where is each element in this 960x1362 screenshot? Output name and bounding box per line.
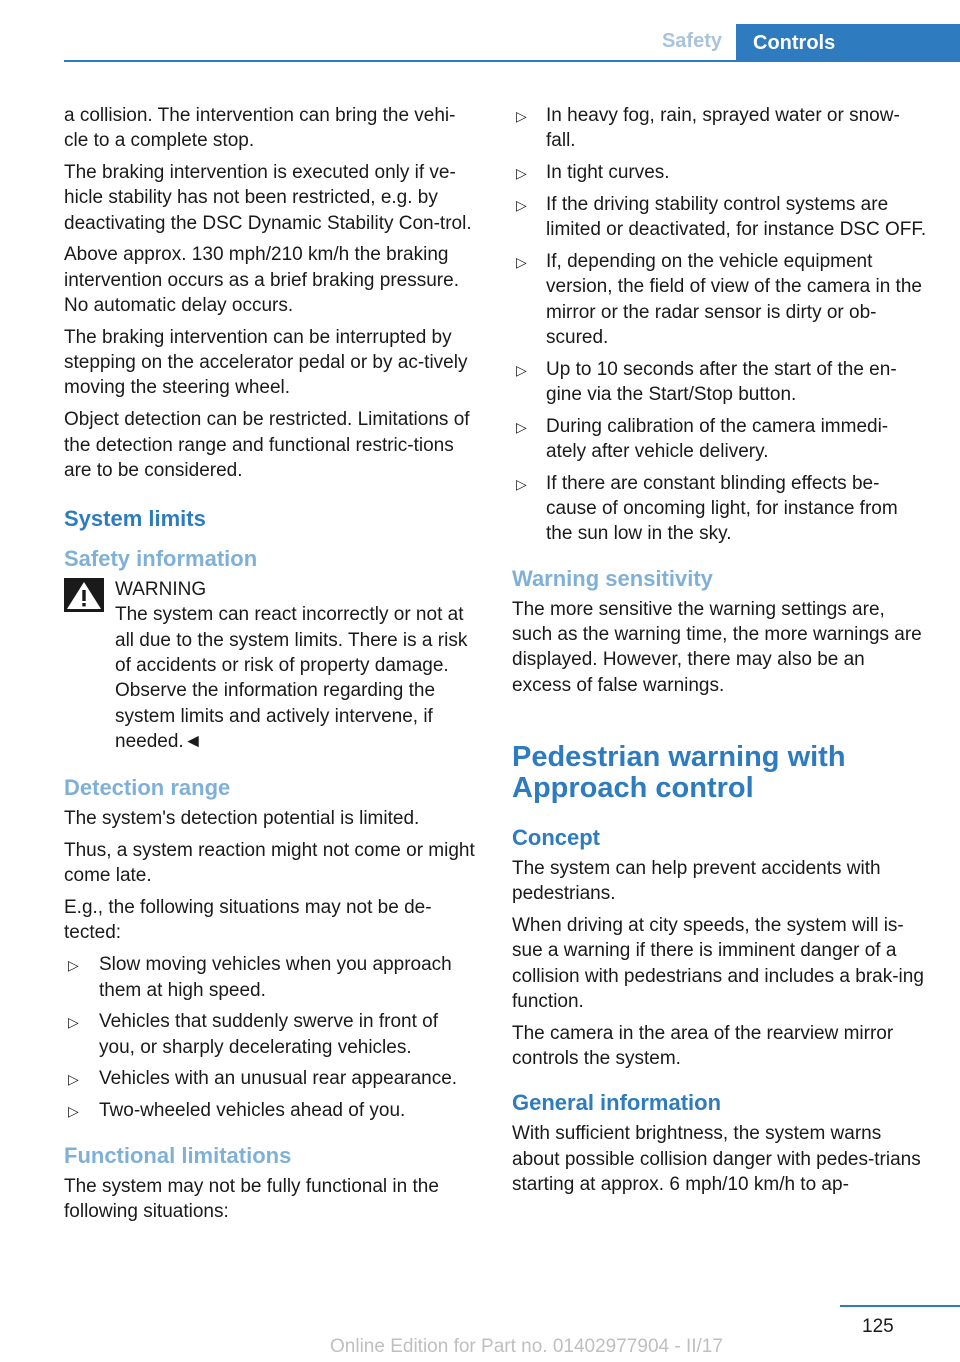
paragraph: Above approx. 130 mph/210 km/h the braking intervention occurs as a brief braking pressure. No automatic delay occurs. [64,244,459,317]
heading-warning-sensitivity: Warning sensitivity [512,565,713,591]
paragraph: The braking intervention can be interrupted by stepping on the accelerator pedal or by ac-tively moving the steering wheel. [64,326,468,399]
list-item: ▷ If there are constant blinding effects be-cause of oncoming light, for instance from the sun low in the sky. [516,472,898,545]
heading-safety-information: Safety information [64,546,258,572]
paragraph: When driving at city speeds, the system will is-sue a warning if there is imminent danger of a collision with pedestrians and includes a brak-ing function. [512,915,924,1012]
paragraph: The braking intervention is executed only if ve-hicle stability has not been restricted, e.g. by deactivating the DSC Dynamic Stability Con-trol. [64,162,472,234]
paragraph: E.g., the following situations may not be de-tected: [64,897,432,944]
list-item: ▷ In tight curves. [512,160,928,185]
list-item: ▷ Two-wheeled vehicles ahead of you. [64,1098,478,1123]
triangle-bullet-icon: ▷ [516,108,527,124]
footer-rule [840,1305,960,1307]
section-tab-safety: Safety [661,30,722,52]
triangle-bullet-icon: ▷ [68,957,79,974]
heading-pedestrian-warning: Pedestrian warning with Approach control [512,740,846,804]
paragraph: The more sensitive the warning settings are, such as the warning time, the more warnings are displayed. However, there may also be an excess of false warnings. [512,598,922,696]
warning-block [64,577,478,754]
triangle-bullet-icon: ▷ [68,1103,79,1120]
triangle-bullet-icon: ▷ [68,1014,79,1031]
triangle-bullet-icon: ▷ [516,418,527,435]
paragraph: With sufficient brightness, the system warns about possible collision danger with pedes-trians starting at approx. 6 mph/10 km/h to ap- [512,1123,921,1195]
list-item: ▷ Slow moving vehicles when you approach them at high speed. [68,954,452,1001]
heading-detection-range: Detection range [64,775,231,801]
page-header [0,0,960,62]
triangle-bullet-icon: ▷ [516,253,527,270]
list-item: ▷ Vehicles with an unusual rear appearance. [64,1066,478,1091]
heading-concept: Concept [512,824,600,850]
paragraph: The system's detection potential is limited. [64,808,420,830]
paragraph: The camera in the area of the rearview mirror controls the system. [512,1022,894,1070]
triangle-bullet-icon: ▷ [516,165,527,182]
heading-system-limits: System limits [64,506,206,532]
list-item: ▷ Vehicles that suddenly swerve in front of you, or sharply decelerating vehicles. [68,1011,439,1058]
left-column [64,103,478,1231]
heading-general-information: General information [512,1090,722,1116]
right-column [512,103,928,1204]
paragraph: Thus, a system reaction might not come or might come late. [64,840,475,887]
triangle-bullet-icon: ▷ [516,196,527,213]
warning-title: WARNING [115,579,207,601]
warning-text: The system can react incorrectly or not at all due to the system limits. There is a risk of accidents or risk of property damage. Observe the information regarding the system limits and actively intervene, if needed.◄ [115,604,468,752]
paragraph: The system can help prevent accidents with pedestrians. [512,857,881,905]
list-item: ▷ Up to 10 seconds after the start of the en-gine via the Start/Stop button. [516,358,897,405]
heading-functional-limitations: Functional limitations [64,1142,292,1168]
header-rule [64,60,960,62]
detection-list [64,952,478,1123]
paragraph: a collision. The intervention can bring the vehi-cle to a complete stop. [64,105,456,152]
triangle-bullet-icon: ▷ [516,361,527,378]
list-item: ▷ If the driving stability control systems are limited or deactivated, for instance DSC OFF. [516,193,927,241]
warning-triangle-icon [64,578,104,612]
paragraph: The system may not be fully functional in the following situations: [64,1175,439,1222]
edition-line: Online Edition for Part no. 01402977904 - II/17 [330,1336,723,1357]
paragraph: Object detection can be restricted. Limitations of the detection range and functional restric-tions are to be considered. [64,409,470,481]
triangle-bullet-icon: ▷ [516,475,527,492]
functional-limitations-list [512,103,928,547]
chapter-tab-controls: Controls [736,24,960,62]
triangle-bullet-icon: ▷ [68,1071,79,1088]
list-item: ▷ If, depending on the vehicle equipment version, the field of view of the camera in the mirror or the radar sensor is dirty or ob-scured. [516,250,922,348]
list-item: ▷ In heavy fog, rain, sprayed water or snow-fall. [516,105,900,152]
page-number: 125 [862,1316,894,1337]
list-item: ▷ During calibration of the camera immedi-ately after vehicle delivery. [516,415,889,463]
